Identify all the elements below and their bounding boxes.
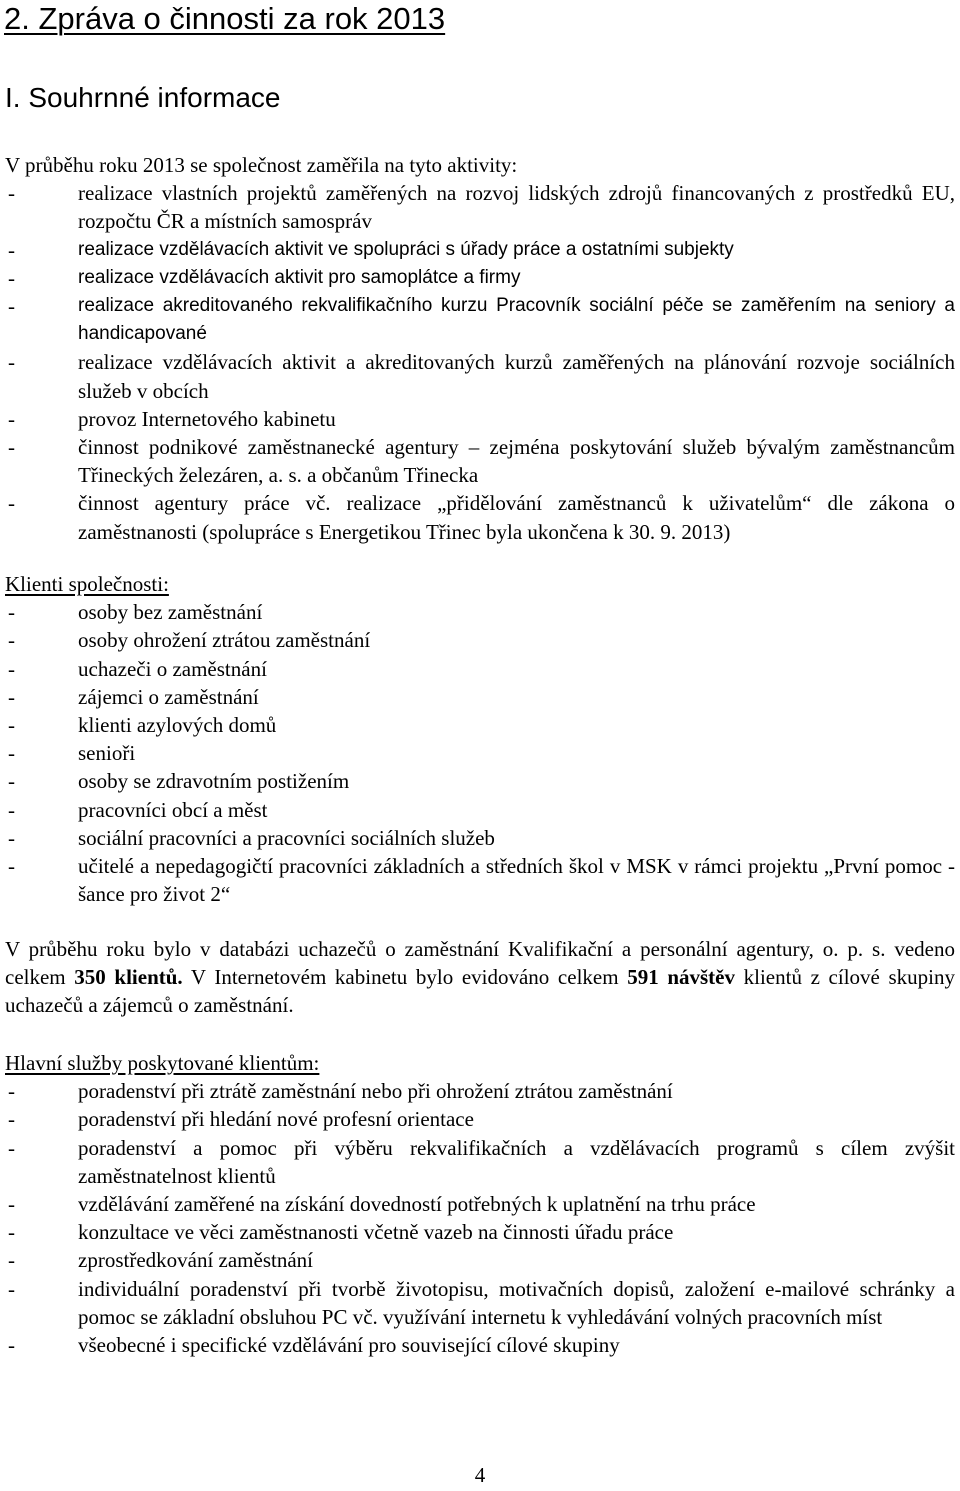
list-item: - senioři [5, 739, 955, 767]
activities-list [5, 179, 955, 546]
section-heading: 2. Zpráva o činnosti za rok 2013 [4, 1, 446, 36]
dash-bullet: - [8, 1220, 15, 1245]
list-item: - klienti azylových domů [5, 711, 955, 739]
dash-bullet: - [8, 628, 15, 653]
list-item: - provoz Internetového kabinetu [5, 405, 955, 433]
list-item: - všeobecné i specifické vzdělávání pro související cílové skupiny [5, 1331, 955, 1359]
dash-bullet: - [8, 656, 15, 681]
dash-bullet: - [8, 1248, 15, 1273]
list-item: - individuální poradenství při tvorbě životopisu, motivačních dopisů, založení e-mailové schránky a pomoc se základní obsluhou PC vč. využívání internetu k vyhledávání volných pracovních míst [8, 1276, 955, 1329]
dash-bullet: - [8, 600, 15, 625]
dash-bullet: - [8, 741, 15, 766]
list-item: - realizace akreditovaného rekvalifikačního kurzu Pracovník sociální péče se zaměřením na seniory a handicapované [8, 294, 955, 345]
clients-section [5, 570, 955, 908]
dash-bullet: - [8, 181, 15, 206]
list-item: - učitelé a nepedagogičtí pracovníci základních a středních škol v MSK v rámci projektu „První pomoc - šance pro život 2“ [8, 854, 955, 907]
clients-title: Klienti společnosti: [5, 572, 169, 596]
list-item: - realizace vzdělávacích aktivit pro samoplátce a firmy [5, 264, 955, 292]
dash-bullet: - [8, 1276, 15, 1301]
list-item: - uchazeči o zaměstnání [5, 655, 955, 683]
dash-bullet: - [8, 435, 15, 460]
dash-bullet: - [8, 237, 15, 262]
clients-list [5, 598, 955, 908]
list-item: - realizace vzdělávacích aktivit ve spolupráci s úřady práce a ostatními subjekty [5, 236, 955, 264]
list-item: - osoby bez zaměstnání [5, 598, 955, 626]
dash-bullet: - [8, 350, 15, 375]
page-number: 4 [474, 1463, 486, 1487]
dash-bullet: - [8, 713, 15, 738]
services-section [5, 1049, 955, 1359]
dash-bullet: - [8, 797, 15, 822]
list-item: - zájemci o zaměstnání [5, 683, 955, 711]
dash-bullet: - [8, 854, 15, 879]
list-item: - realizace vzdělávacích aktivit a akreditovaných kurzů zaměřených na plánování rozvoje sociálních služeb v obcích [8, 350, 955, 403]
list-item: - zprostředkování zaměstnání [5, 1246, 955, 1274]
services-title: Hlavní služby poskytované klientům: [5, 1051, 320, 1075]
list-item: - vzdělávání zaměřené na získání dovedností potřebných k uplatnění na trhu práce [5, 1190, 955, 1218]
dash-bullet: - [8, 1079, 15, 1104]
list-item: - činnost podnikové zaměstnanecké agentury – zejména poskytování služeb bývalým zaměstnancům Třineckých železáren, a. s. a občanům Třinecka [8, 435, 955, 488]
list-item: - činnost agentury práce vč. realizace „přidělování zaměstnanců k uživatelům“ dle zákona o zaměstnanosti (spolupráce s Energetikou Třinec byla ukončena k 30. 9. 2013) [8, 491, 955, 544]
list-item: - konzultace ve věci zaměstnanosti včetně vazeb na činnosti úřadu práce [5, 1218, 955, 1246]
list-item: - osoby ohrožení ztrátou zaměstnání [5, 626, 955, 654]
subsection-heading: I. Souhrnné informace [5, 82, 281, 113]
list-item: - poradenství při hledání nové profesní orientace [5, 1105, 955, 1133]
services-list [5, 1077, 955, 1359]
activities-section [5, 151, 955, 546]
summary-paragraph: V průběhu roku bylo v databázi uchazečů o zaměstnání Kvalifikační a personální agentury, o. p. s. vedeno celkem 350 klientů. V Internetovém kabinetu bylo evidováno celkem 591 návštěv klientů z cílové skupiny uchazečů a zájemců o zaměstnání. [5, 937, 955, 1018]
list-item: - sociální pracovníci a pracovníci sociálních služeb [5, 824, 955, 852]
list-item: - pracovníci obcí a měst [5, 796, 955, 824]
dash-bullet: - [8, 684, 15, 709]
activities-title: V průběhu roku 2013 se společnost zaměřila na tyto aktivity: [5, 153, 518, 177]
list-item: - osoby se zdravotním postižením [5, 767, 955, 795]
list-item: - poradenství při ztrátě zaměstnání nebo při ohrožení ztrátou zaměstnání [5, 1077, 955, 1105]
dash-bullet: - [8, 406, 15, 431]
dash-bullet: - [8, 825, 15, 850]
list-item: - realizace vlastních projektů zaměřených na rozvoj lidských zdrojů financovaných z prostředků EU, rozpočtu ČR a místních samospráv [8, 181, 955, 234]
visits-count: 591 návštěv [627, 965, 735, 990]
list-item: - poradenství a pomoc při výběru rekvalifikačních a vzdělávacích programů s cílem zvýšit zaměstnatelnost klientů [8, 1135, 955, 1188]
dash-bullet: - [8, 1333, 15, 1358]
dash-bullet: - [8, 1192, 15, 1217]
dash-bullet: - [8, 491, 15, 516]
clients-count: 350 klientů. [74, 965, 183, 990]
dash-bullet: - [8, 265, 15, 290]
dash-bullet: - [8, 294, 15, 319]
dash-bullet: - [8, 1107, 15, 1132]
dash-bullet: - [8, 1135, 15, 1160]
dash-bullet: - [8, 769, 15, 794]
